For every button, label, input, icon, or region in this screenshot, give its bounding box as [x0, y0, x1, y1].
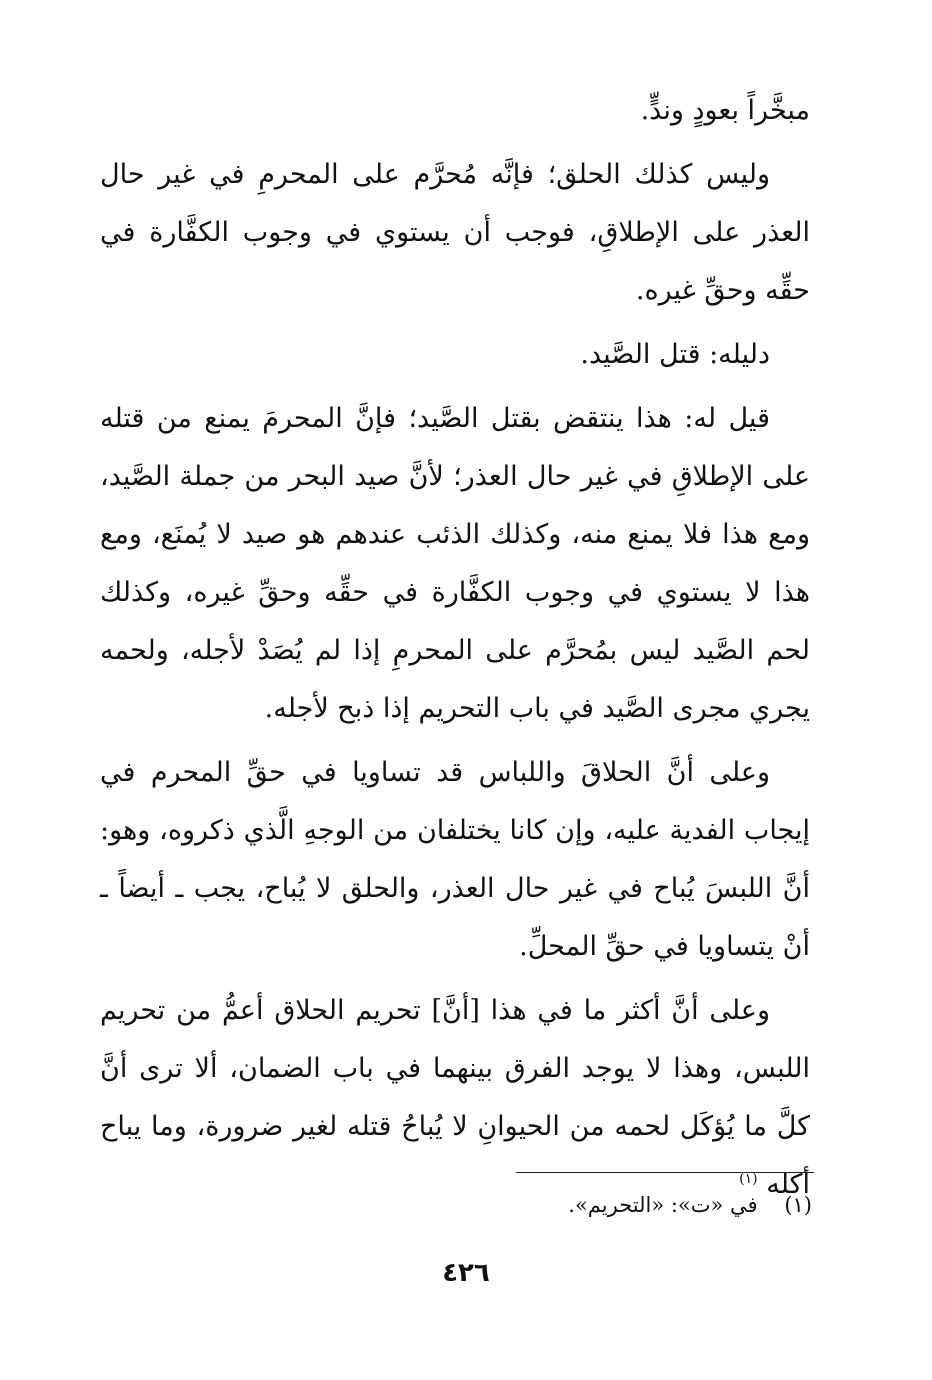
footnote-number: (١) — [784, 1193, 812, 1217]
paragraph-6-text: وعلى أنَّ أكثر ما في هذا [أنَّ] تحريم الحلاق أعمُّ من تحريم اللبس، وهذا لا يوجد الفرق بينهما في باب الضمان، ألا ترى أنَّ كلَّ ما يُؤكَل لحمه من الحيوانِ لا يُباحُ قتله لغير ضرورة، وما يباح أكله — [100, 995, 810, 1200]
paragraph-3: دليله: قتل الصَّيد. — [580, 339, 770, 370]
footnote-text: في «ت»: «التحريم». — [568, 1193, 758, 1217]
footnote — [300, 1188, 812, 1222]
paragraph-5: وعلى أنَّ الحلاقَ واللباس قد تساويا في حقِّ المحرم في إيجاب الفدية عليه، وإن كانا يختلفان من الوجهِ الَّذي ذكروه، وهو: أنَّ اللبسَ يُباح في غير حال العذر، والحلق لا يُباح، يجب ـ أيضاً ـ أنْ يتساويا في حقِّ المحلِّ. — [100, 757, 810, 962]
paragraph-2: وليس كذلك الحلق؛ فإنَّه مُحرَّم على المحرمِ في غير حال العذر على الإطلاقِ، فوجب أن يستوي في وجوب الكفَّارة في حقِّه وحقِّ غيره. — [100, 159, 810, 306]
footnote-separator — [516, 1172, 814, 1173]
paragraph-4: قيل له: هذا ينتقض بقتل الصَّيد؛ فإنَّ المحرمَ يمنع من قتله على الإطلاقِ في غير حال العذر؛ لأنَّ صيد البحر من جملة الصَّيد، ومع هذا فلا يمنع منه، وكذلك الذئب عندهم هو صيد لا يُمنَع، ومع هذا لا يستوي في وجوب الكفَّارة في حقِّه وحقِّ غيره، وكذلك لحم الصَّيد ليس بمُحرَّم على المحرمِ إذا لم يُصَدْ لأجله، ولحمه يجري مجرى الصَّيد في باب التحريم إذا ذبح لأجله. — [100, 403, 810, 724]
page-number: ٤٢٦ — [442, 1258, 490, 1288]
main-text — [100, 82, 810, 1220]
paragraph-1: مبخَّراً بعودٍ وندٍّ. — [640, 95, 810, 126]
paragraph-6 — [100, 982, 810, 1214]
footnote-marker: (١) — [739, 1171, 758, 1187]
